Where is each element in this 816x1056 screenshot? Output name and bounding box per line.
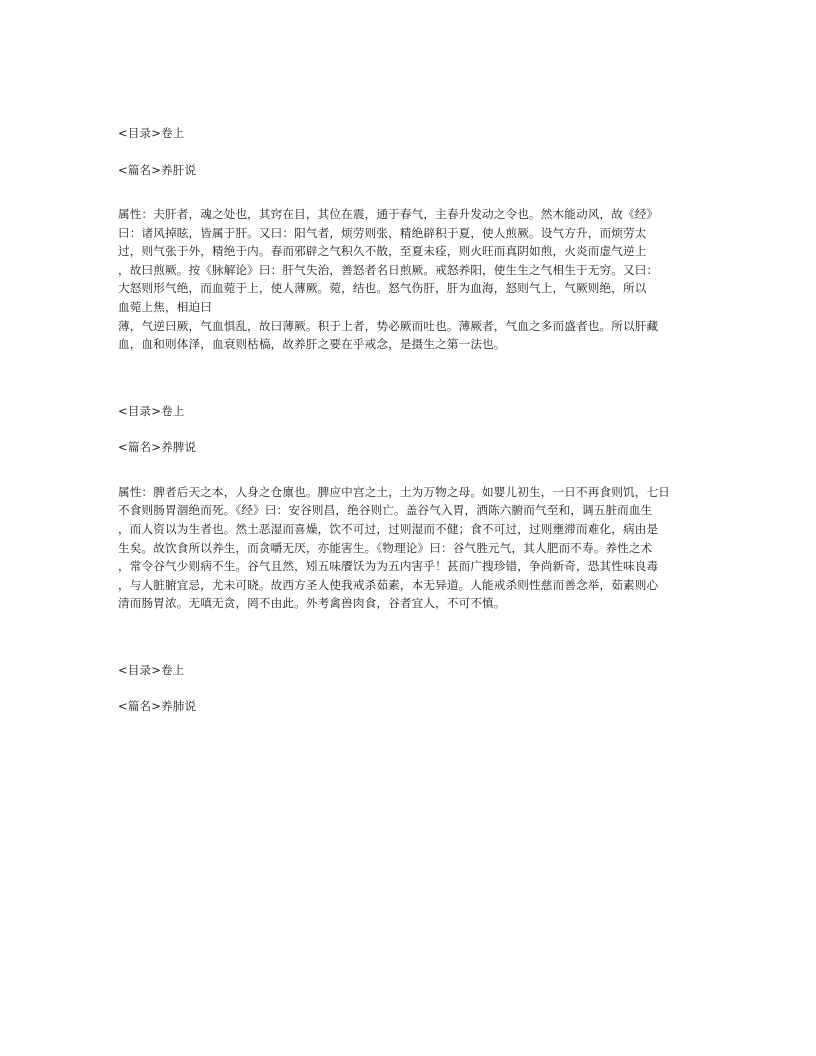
body-line: 曰：诸风掉眩，皆属于肝。又曰：阳气者，烦劳则张，精绝辟积于夏，使人煎厥。设气方升，而烦劳太: [118, 225, 647, 240]
catalog-label: <目录>卷上: [118, 126, 185, 140]
body-line: 清而肠胃浓。无嗔无贪，罔不由此。外考禽兽肉食，谷者宜人，不可不慎。: [118, 596, 506, 611]
body-line: 薄，气逆曰厥，气血惧乱，故曰薄厥。积于上者，势必厥而吐也。薄厥者，气血之多而盛者也。所以肝藏: [118, 318, 659, 333]
body-line: ，常令谷气少则病不生。谷气且然，矧五味餍饫为为五内害乎！甚而广搜珍错，争尚新奇，恐其性味良毒: [118, 559, 659, 574]
body-line: 属性：脾者后天之本，人身之仓廪也。脾应中宫之土，土为万物之母。如婴儿初生，一日不再食则饥，七日: [118, 484, 670, 499]
section-body: [118, 483, 700, 613]
body-line: 血，血和则体泽，血衰则枯槁，故养肝之要在乎戒念，是摄生之第一法也。: [118, 337, 506, 352]
section-yangpi: [118, 403, 700, 613]
body-line: 大怒则形气绝，而血菀于上，使人薄厥。菀，结也。怒气伤肝，肝为血海，怒则气上，气厥则绝，所以: [118, 281, 647, 296]
section-yanggan: [118, 128, 700, 354]
body-line: ，故曰煎厥。按《脉解论》曰：肝气失治，善怒者名日煎厥。戒怒养阳，使生生之气相生于无穷。又曰：: [118, 262, 659, 277]
section-body: [118, 205, 700, 354]
body-line: 不食则肠胃涸绝而死。《经》曰：安谷则昌，绝谷则亡。盖谷气入胃，洒陈六腑而气至和，调五脏而血生: [118, 503, 653, 518]
section-yangfei: [118, 662, 700, 714]
body-line: 生矣。故饮食所以养生，而贪嚼无厌，亦能害生。《物理论》曰：谷气胜元气，其人肥而不寿。养性之术: [118, 540, 653, 555]
section-title: <篇名>养肺说: [118, 699, 197, 714]
catalog-label: <目录>卷上: [118, 662, 185, 677]
catalog-label: <目录>卷上: [118, 403, 185, 418]
body-line: ，与人脏腑宜忌，尤未可晓。故西方圣人使我戒杀茹素，本无异道。人能戒杀则性慈而善念举，茹素则心: [118, 577, 659, 592]
section-title: <篇名>养脾说: [118, 440, 197, 455]
body-line: 属性：夫肝者，魂之处也，其窍在目，其位在震，通于春气，主春升发动之令也。然木能动风，故《经》: [118, 207, 659, 221]
section-title: <篇名>养肝说: [118, 162, 197, 177]
body-line: 血菀上焦，相迫曰: [118, 299, 212, 314]
body-line: 过，则气张于外，精绝于内。春而邪辟之气积久不散，至夏未痊，则火旺而真阴如煎，火炎而虚气逆上: [118, 244, 647, 259]
body-line: ，而人资以为生者也。然土恶湿而喜燥，饮不可过，过则湿而不健；食不可过，过则壅滞而难化，病由是: [118, 521, 659, 536]
